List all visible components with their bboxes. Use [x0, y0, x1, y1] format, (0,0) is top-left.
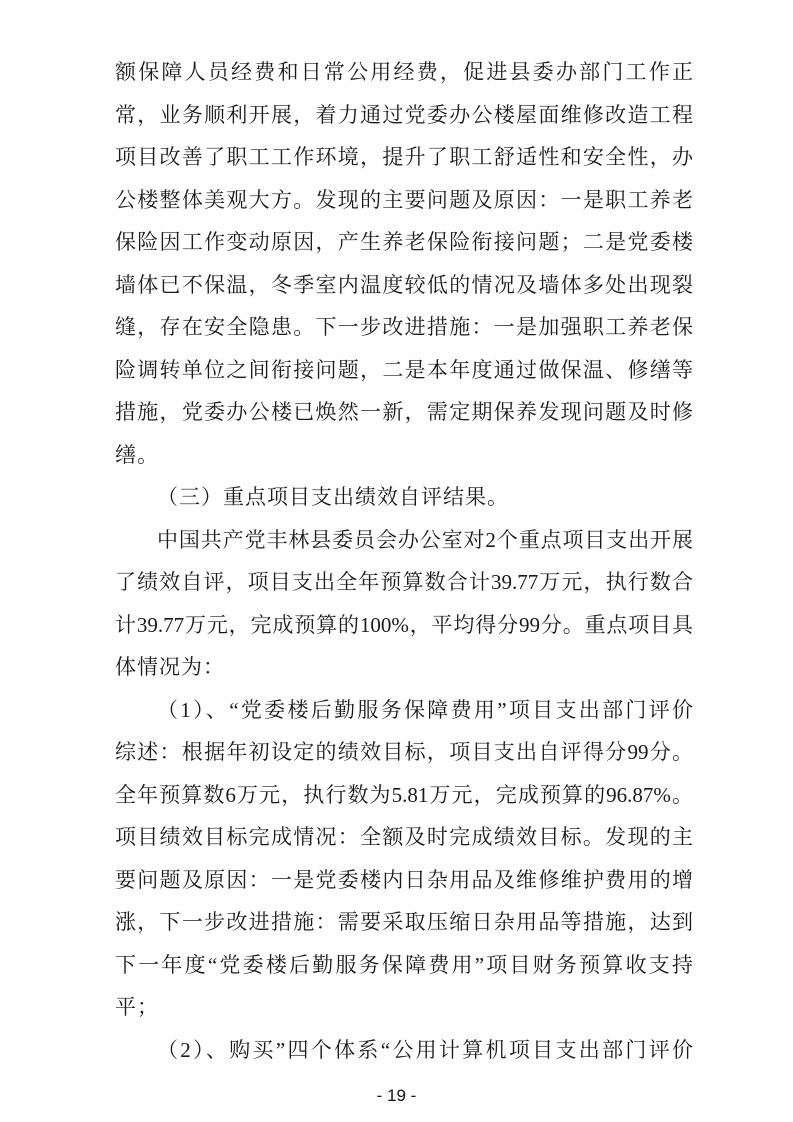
text-line: 项目绩效目标完成情况：全额及时完成绩效目标。发现的主	[115, 825, 693, 849]
section-heading: （三）重点项目支出绩效自评结果。	[157, 485, 509, 509]
text-line: 计39.77万元，完成预算的100%，平均得分99分。重点项目具	[115, 612, 693, 637]
text-line: （2）、购买”四个体系“公用计算机项目支出部门评价	[157, 1037, 693, 1062]
text-line: 中国共产党丰林县委员会办公室对2个重点项目支出开展	[157, 527, 693, 552]
page-number: - 19 -	[376, 1086, 417, 1105]
text-line: 墙体已不保温，冬季室内温度较低的情况及墙体多处出现裂	[115, 272, 693, 297]
text-line: 项目改善了职工工作环境，提升了职工舒适性和安全性，办	[115, 145, 693, 169]
text-line: 措施，党委办公楼已焕然一新，需定期保养发现问题及时修	[115, 400, 693, 424]
text-line: 综述：根据年初设定的绩效目标，项目支出自评得分99分。	[115, 740, 693, 764]
text-line: 全年预算数6万元，执行数为5.81万元，完成预算的96.87%。	[115, 782, 693, 807]
text-line: 常，业务顺利开展，着力通过党委办公楼屋面维修改造工程	[115, 102, 693, 127]
text-line: 要问题及原因：一是党委楼内日杂用品及维修维护费用的增	[115, 867, 693, 892]
text-line: 缮。	[115, 442, 159, 467]
text-line: 了绩效自评，项目支出全年预算数合计39.77万元，执行数合	[115, 570, 693, 594]
text-line: 平；	[115, 995, 159, 1019]
text-line: 额保障人员经费和日常公用经费，促进县委办部门工作正	[115, 60, 693, 84]
text-line: 下一年度“党委楼后勤服务保障费用”项目财务预算收支持	[115, 952, 693, 977]
text-line: 缝，存在安全隐患。下一步改进措施：一是加强职工养老保	[115, 315, 693, 339]
text-line: 涨，下一步改进措施：需要采取压缩日杂用品等措施，达到	[115, 910, 693, 934]
text-line: （1）、“党委楼后勤服务保障费用”项目支出部门评价	[157, 697, 693, 722]
text-line: 公楼整体美观大方。发现的主要问题及原因：一是职工养老	[115, 187, 693, 212]
text-line: 保险因工作变动原因，产生养老保险衔接问题；二是党委楼	[115, 230, 693, 254]
text-line: 体情况为：	[115, 655, 225, 679]
text-line: 险调转单位之间衔接问题，二是本年度通过做保温、修缮等	[115, 357, 693, 382]
document-body	[115, 51, 693, 1071]
